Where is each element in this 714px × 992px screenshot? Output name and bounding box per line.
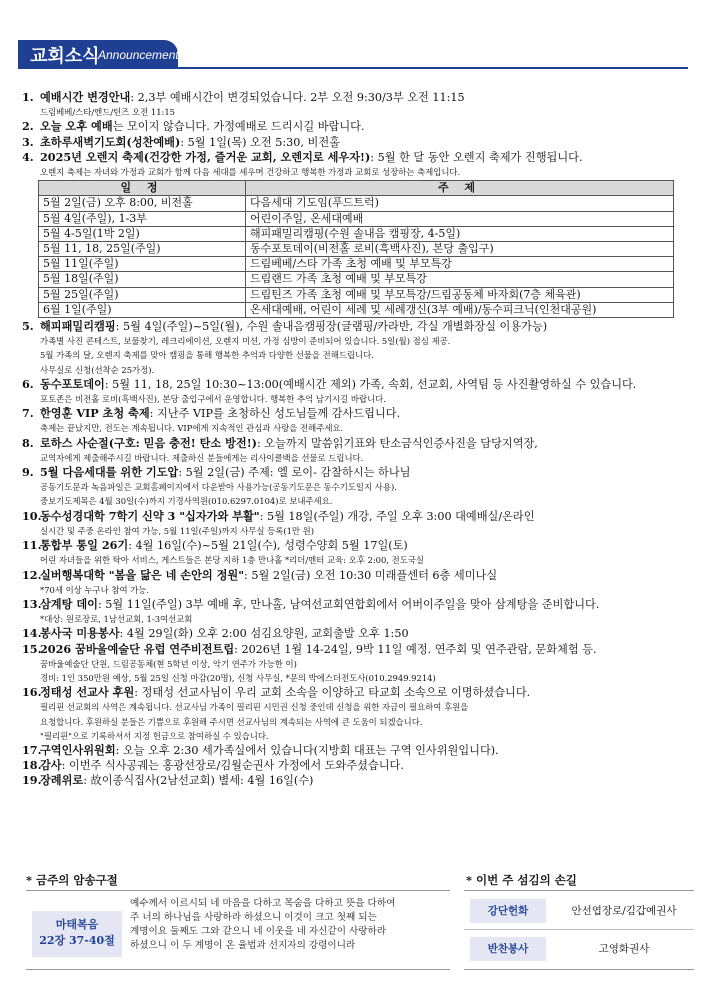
notice-line xyxy=(22,568,694,583)
notice-item xyxy=(22,406,694,435)
notice-continuation: *70세 이상 누구나 참여 가능. xyxy=(40,584,150,595)
notice-continuation: 필리핀 선교회의 사역은 계속됩니다. 선교사님 가족이 필리핀 시민권 신청 중인데 신청을 위한 자금이 필요하여 후원을 xyxy=(40,702,469,713)
notice-number: 15. xyxy=(22,641,42,656)
notice-continuation: 어린 자녀들을 위한 탁아 서비스, 게스트들은 본당 지하 1층 만나홀 *리더/멘터 교육: 오후 2:00, 전도국실 xyxy=(40,555,424,566)
verse-chapter: 22장 37-40절 xyxy=(39,934,115,947)
hosts-section-title: * 이번 주 섬김의 손길 xyxy=(466,873,577,887)
host-row xyxy=(464,893,694,927)
notice-item xyxy=(22,758,694,773)
notice-line xyxy=(22,773,694,788)
notice-item xyxy=(22,743,694,758)
notice-heading: 삼계탕 데이 xyxy=(40,596,98,611)
verse-text xyxy=(130,897,448,953)
notice-continuation: 꿈바울예술단 단원, 드림공동체(현 5학년 이상, 악기 연주가 가능한 이) xyxy=(40,658,297,669)
schedule-row xyxy=(39,272,674,287)
scripture-section-title: * 금주의 암송구절 xyxy=(26,873,118,887)
notice-text: : 故이종식집사(2남선교회) 별세: 4월 16일(수) xyxy=(83,774,314,788)
schedule-header: 주 제 xyxy=(246,181,674,196)
notice-heading: 감사 xyxy=(40,758,62,773)
notice-line xyxy=(22,626,694,641)
notice-line xyxy=(22,436,694,451)
header-divider xyxy=(18,67,688,69)
notice-heading: 2026 꿈바울예술단 유럽 연주비전트립 xyxy=(40,641,235,656)
notice-item xyxy=(22,773,694,788)
host-divider xyxy=(464,929,694,930)
notice-text: : 5월 2일(금) 주제: 엘 로이- 감찰하시는 하나님 xyxy=(178,466,411,480)
notice-item xyxy=(22,597,694,626)
notice-heading: 오늘 오후 예배 xyxy=(40,119,113,134)
notice-item xyxy=(22,377,694,406)
schedule-date: 5월 2일(금) 오후 8:00, 비전홀 xyxy=(39,196,246,211)
verse-line: 주 너의 하나님을 사랑하라 하셨으니 이것이 크고 첫째 되는 xyxy=(130,912,377,923)
schedule-theme: 동수포토데이(비전홀 로비(흑백사진), 본당 출입구) xyxy=(246,242,674,257)
notice-item xyxy=(22,135,694,150)
notice-text: : 지난주 VIP를 초청하신 성도님들께 감사드립니다. xyxy=(149,407,401,421)
notice-number: 17. xyxy=(22,742,42,757)
notice-item xyxy=(22,150,694,179)
notice-heading: 구역인사위원회 xyxy=(40,742,116,757)
notice-item xyxy=(22,568,694,597)
schedule-theme: 다음세대 기도임(푸드트럭) xyxy=(246,196,674,211)
page-title: 교회소식 xyxy=(30,46,100,67)
schedule-row xyxy=(39,226,674,241)
verse-line: 하셨으니 이 두 계명이 온 율법과 선지자의 강령이니라 xyxy=(130,940,356,951)
notice-continuation: 드림베베/스타/엔드/틴즈 오전 11:15 xyxy=(40,107,176,118)
schedule-header: 일 정 xyxy=(39,181,246,196)
schedule-date: 5월 11, 18, 25일(주일) xyxy=(39,242,246,257)
notice-item xyxy=(22,685,694,743)
notice-continuation: "필리핀"으로 기록하셔서 지정 헌금으로 참여하실 수 있습니다. xyxy=(40,730,269,741)
notice-number: 3. xyxy=(22,134,34,149)
notice-line xyxy=(22,119,694,134)
notice-number: 12. xyxy=(22,567,42,582)
notice-item xyxy=(22,319,694,377)
notice-text: : 오늘 오후 2:30 세가족실에서 있습니다(지방회 대표는 구역 인사위원입니다). xyxy=(115,743,499,757)
notice-item xyxy=(22,642,694,686)
notice-continuation: 공동기도문과 녹음파일은 교회홈페이지에서 다운받아 사용가능(공동기도문은 동수기도일지 사용). xyxy=(40,482,397,493)
notice-heading: 해피패밀리캠핑 xyxy=(40,319,116,334)
schedule-theme: 어린이주일, 온세대예배 xyxy=(246,211,674,226)
notice-text: : 5월 4일(주일)~5일(월), 수원 솔내음캠핑장(글램핑/카라반, 각실 개별화장실 이용가능) xyxy=(115,320,548,334)
notice-line xyxy=(22,90,694,105)
notice-item xyxy=(22,119,694,134)
notice-heading: 로하스 사순절(구호: 믿음 충전! 탄소 방전!) xyxy=(40,435,257,450)
notice-number: 13. xyxy=(22,596,42,611)
notice-text: : 오늘까지 말씀읽기표와 탄소금식인증사진을 담당지역장, xyxy=(256,436,538,450)
notice-heading: 통합부 통일 26기 xyxy=(40,538,129,553)
notice-text: : 5월 11일(주일) 3부 예배 후, 만나홀, 남여선교회연합회에서 어버이주일을 맞아 삼계탕을 준비합니다. xyxy=(97,597,600,611)
notice-line xyxy=(22,406,694,421)
schedule-date: 5월 25일(주일) xyxy=(39,287,246,302)
notice-continuation: 교역자에게 제출해주시길 바랍니다. 제출하신 분들에게는 리사이클백을 선물로 드립니다. xyxy=(40,452,364,463)
notice-heading: 실버행복대학 "봄을 닮은 네 손안의 정원" xyxy=(40,567,245,582)
notice-text: : 4월 29일(화) 오후 2:00 섬김요양원, 교회출발 오후 1:50 xyxy=(119,627,409,641)
verse-reference xyxy=(32,911,122,957)
notice-heading: 정태성 선교사 후원 xyxy=(40,685,135,700)
notice-continuation: 포토존은 비전홀 로비(흑백사진), 본당 출입구에서 운영합니다. 행복한 추억 남기시길 바랍니다. xyxy=(40,394,386,405)
notice-continuation: 경비: 1인 350만원 예상, 5월 25일 신청 마감(20명), 신청 사무실, *문의 박에스더전도사(010.2949.9214) xyxy=(40,672,436,683)
notice-number: 18. xyxy=(22,758,42,773)
scripture-box xyxy=(26,890,450,970)
schedule-row xyxy=(39,287,674,302)
notice-list xyxy=(22,90,694,789)
notice-text: : 2026년 1월 14-24일, 9박 11일 예정. 연주회 및 연주관람, 문화체험 등. xyxy=(234,642,597,656)
schedule-date: 5월 18일(주일) xyxy=(39,272,246,287)
schedule-date: 5월 4-5일(1박 2일) xyxy=(39,226,246,241)
schedule-row xyxy=(39,302,674,317)
notice-heading: 장례위로 xyxy=(40,773,84,788)
schedule-date: 5월 4일(주일), 1-3부 xyxy=(39,211,246,226)
notice-number: 1. xyxy=(22,90,34,104)
notice-item xyxy=(22,538,694,567)
notice-line xyxy=(22,465,694,480)
notice-number: 6. xyxy=(22,376,34,391)
page-subtitle: Announcement xyxy=(98,48,179,62)
notice-number: 8. xyxy=(22,435,34,450)
host-label: 반찬봉사 xyxy=(470,937,546,961)
notice-line xyxy=(22,538,694,553)
notice-number: 14. xyxy=(22,626,42,641)
notice-continuation: 사무실로 신청(선착순 25가정). xyxy=(40,364,155,375)
bottom-section xyxy=(26,872,694,972)
notice-heading: 초하루새벽기도회(성찬예배) xyxy=(40,134,181,149)
notice-text: : 2,3부 예배시간이 변경되었습니다. 2부 오전 9:30/3부 오전 11:15 xyxy=(130,91,465,104)
notice-text: : 정태성 선교사님이 우리 교회 소속을 이양하고 타교회 소속으로 이명하셨습니다. xyxy=(134,686,531,700)
notice-number: 19. xyxy=(22,773,42,788)
notice-text: : 5월 2일(금) 오전 10:30 미래플센터 6층 세미나실 xyxy=(244,568,498,582)
notice-number: 16. xyxy=(22,685,42,700)
notice-line xyxy=(22,685,694,700)
host-label: 강단헌화 xyxy=(470,899,546,923)
notice-heading: 봉사국 미용봉사 xyxy=(40,626,120,641)
notice-number: 2. xyxy=(22,119,34,134)
notice-heading: 동수성경대학 7학기 신약 3 "십자가와 부활" xyxy=(40,508,260,523)
notice-line xyxy=(22,758,694,773)
notice-continuation: *대상: 원로장로, 1남선교회, 1-3여선교회 xyxy=(40,614,193,625)
notice-text: : 5월 한 달 동안 오렌지 축제가 진행됩니다. xyxy=(370,150,583,164)
notice-text: : 5월 1일(목) 오전 5:30, 비전홀 xyxy=(180,135,340,149)
notice-line xyxy=(22,135,694,150)
notice-text: : 4월 16일(수)~5월 21일(수), 성령수양회 5월 17일(토) xyxy=(128,539,408,553)
notice-number: 9. xyxy=(22,465,34,480)
notice-number: 11. xyxy=(22,538,42,553)
schedule-theme: 드림베베/스타 가족 초청 예배 및 부모특강 xyxy=(246,257,674,272)
notice-number: 10. xyxy=(22,508,42,523)
schedule-row xyxy=(39,242,674,257)
schedule-date: 6월 1일(주일) xyxy=(39,302,246,317)
verse-line: 예수께서 이르시되 네 마음을 다하고 목숨을 다하고 뜻을 다하여 xyxy=(130,898,396,909)
schedule-date: 5월 11일(주일) xyxy=(39,257,246,272)
notice-number: 7. xyxy=(22,406,34,421)
notice-continuation: 5월 가족의 달, 오렌지 축제를 맞아 캠핑을 통해 행복한 추억과 다양한 선물을 전해드립니다. xyxy=(40,350,374,361)
notice-number: 5. xyxy=(22,319,34,334)
notice-text: : 5월 18일(주일) 개강, 주일 오후 3:00 대예배실/온라인 xyxy=(259,509,535,523)
notice-line xyxy=(22,377,694,392)
notice-heading: 5월 다음세대를 위한 기도압 xyxy=(40,465,179,480)
notice-item xyxy=(22,465,694,509)
hosts-box xyxy=(464,890,694,970)
notice-continuation: 가족별 사진 콘테스트, 보물찾기, 레크리에이션, 오렌지 미션, 가정 심방이 준비되어 있습니다. 5일(월) 점심 제공. xyxy=(40,336,451,347)
schedule-row xyxy=(39,196,674,211)
notice-continuation: 오렌지 축제는 자녀와 가정과 교회가 함께 다음 세대를 세우며 건강하고 행복한 가정과 교회로 성장하는 축제입니다. xyxy=(40,167,461,178)
notice-line xyxy=(22,642,694,657)
host-value: 고영화권사 xyxy=(598,943,650,955)
schedule-row xyxy=(39,211,674,226)
host-row xyxy=(464,931,694,965)
notice-heading: 한영훈 VIP 초청 축제 xyxy=(40,406,150,421)
notice-text: : 5월 11, 18, 25일 10:30~13:00(예배시간 제외) 가족, 속회, 선교회, 사역팀 등 사진촬영하실 수 있습니다. xyxy=(104,377,637,391)
notice-heading: 동수포토데이 xyxy=(40,376,105,391)
notice-continuation: 축제는 끝났지만, 전도는 계속됩니다. VIP에게 지속적인 관심과 사랑을 전해주세요. xyxy=(40,423,344,434)
notice-line xyxy=(22,509,694,524)
schedule-theme: 해피패밀리캠핑(수원 솔내음 캠핑장, 4-5일) xyxy=(246,226,674,241)
notice-line xyxy=(22,150,694,165)
notice-number: 4. xyxy=(22,149,34,164)
schedule-theme: 드림틴즈 가족 초청 예배 및 부모특강/드림공동체 바자회(7층 체육관) xyxy=(246,287,674,302)
header-tab xyxy=(18,40,178,68)
notice-line xyxy=(22,743,694,758)
notice-continuation: 실시간 및 주중 온라인 참여 가능, 5월 11일(주일)까지 사무실 등록(1만 원) xyxy=(40,525,315,536)
notice-item xyxy=(22,90,694,119)
notice-line xyxy=(22,319,694,334)
page-header xyxy=(18,26,688,70)
verse-line: 계명이요 둘째도 그와 같으니 네 이웃을 네 자신같이 사랑하라 xyxy=(130,926,387,937)
notice-continuation: 요청합니다. 후원하실 분들은 기쁨으로 후원해 주시면 선교사님의 계속되는 사역에 큰 도움이 되겠습니다. xyxy=(40,716,423,727)
notice-heading: 예배시간 변경안내 xyxy=(40,90,131,104)
notice-continuation: 중보기도제목은 4월 30일(수)까지 기경사역원(010.6297.0104)로 보내주세요. xyxy=(40,496,333,507)
notice-text: : 이번주 식사공궤는 홍광선장로/김월순권사 가정에서 도와주셨습니다. xyxy=(61,759,404,773)
schedule-theme: 온세대예배, 어린이 세례 및 세례갱신(3부 예배)/동수피크닉(인천대공원) xyxy=(246,302,674,317)
notice-line xyxy=(22,597,694,612)
notice-item xyxy=(22,436,694,465)
notice-item xyxy=(22,626,694,641)
notice-item xyxy=(22,509,694,538)
schedule-row xyxy=(39,257,674,272)
host-value: 안선엽장로/김갑예권사 xyxy=(571,905,677,917)
schedule-theme: 드림랜드 가족 초청 예배 및 부모특강 xyxy=(246,272,674,287)
verse-book: 마태복음 xyxy=(55,918,99,931)
notice-text: 는 모이지 않습니다. 가정예배로 드리시길 바랍니다. xyxy=(112,120,365,134)
festival-schedule-table xyxy=(38,180,674,318)
notice-heading: 2025년 오렌지 축제(건강한 가정, 즐거운 교회, 오렌지로 세우자!) xyxy=(40,149,371,164)
